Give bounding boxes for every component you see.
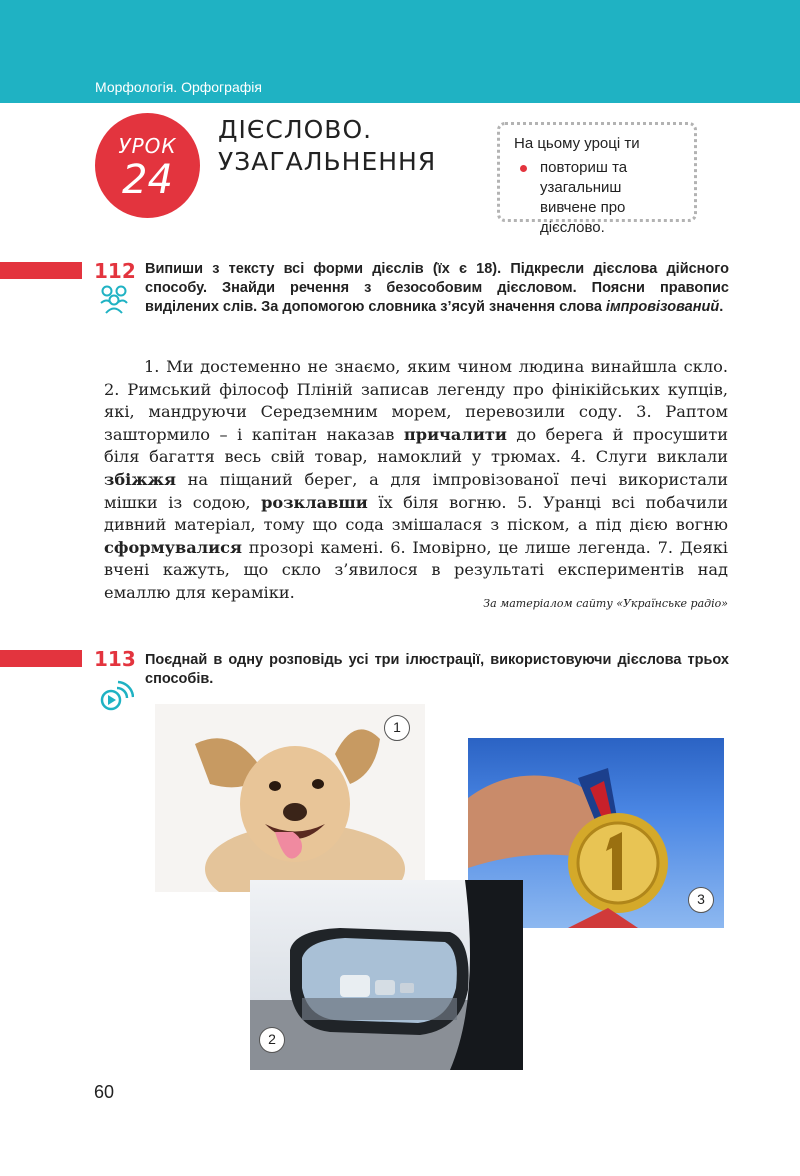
exercise-113-marker <box>0 650 82 667</box>
lesson-badge <box>95 113 200 218</box>
lesson-title-line1: ДІЄСЛОВО. <box>218 115 373 144</box>
page-number: 60 <box>94 1082 115 1102</box>
bullet-icon <box>520 165 527 172</box>
highlight-word: причалити <box>403 424 507 444</box>
lesson-number: 24 <box>122 157 173 203</box>
photo-label-1: 1 <box>384 715 410 741</box>
exercise-112-task: Випиши з тексту всі форми дієслів (їх є 18). Підкресли дієслова дійсного способу. Знайди речення з безособовим дієсловом. Поясни правопис виділених слів. За допомогою словника з’ясуй значення слова імпровізований. <box>145 261 729 315</box>
goal-item <box>514 158 680 238</box>
lesson-title <box>218 114 436 178</box>
group-work-icon <box>97 281 131 315</box>
dog-photo <box>155 704 425 892</box>
photo-label-2: 2 <box>259 1027 285 1053</box>
audio-icon[interactable] <box>100 680 134 714</box>
text-source: За матеріалом сайту «Українське радіо» <box>483 597 728 610</box>
exercise-112-marker <box>0 262 82 279</box>
section-title: Морфологія. Орфографія <box>95 79 262 95</box>
exercise-113-number: 113 <box>94 647 136 671</box>
goals-heading: На цьому уроці ти <box>514 135 640 152</box>
car-mirror-illustration <box>250 880 523 1070</box>
photo-label-3: 3 <box>688 887 714 913</box>
lesson-word: УРОК <box>118 134 177 158</box>
highlight-word: сформувалися <box>104 537 242 557</box>
exercise-112-number: 112 <box>94 259 136 283</box>
highlight-word: збіжжя <box>104 469 176 489</box>
exercise-113-task: Поєднай в одну розповідь усі три ілюстрації, використовуючи дієслова трьох способів. <box>145 652 729 687</box>
exercise-112-text: 1. Ми достеменно не знаємо, яким чином людина винайшла скло. 2. Римський філософ Пліній записав легенду про фінікійських купців, які, мандруючи Середземним морем, перевозили соду. 3. Раптом заштормило – і капітан наказав причалити до берега й просушити біля багаття весь свій товар, намоклий у трюмах. 4. Слуги виклали збіжжя на піщаний берег, а для імпровізованої печі використали мішки із содою, розклавши їх біля вогню. 5. Уранці всі побачили дивний матеріал, тому що сода змішалася з піском, а під дією вогню сформувалися прозорі камені. 6. Імовірно, це лише легенда. 7. Деякі вчені кажуть, що скло з’явилося в результаті експериментів над емаллю для кераміки. <box>104 357 728 602</box>
highlight-word: розклавши <box>261 492 368 512</box>
lesson-goals-box <box>497 122 697 236</box>
lesson-title-line2: УЗАГАЛЬНЕННЯ <box>218 147 437 176</box>
car-mirror-photo <box>250 880 523 1070</box>
italic-word: імпровізований <box>605 299 720 315</box>
goal-item-text: повториш та узагальниш вивчене про дієслово. <box>540 159 628 236</box>
